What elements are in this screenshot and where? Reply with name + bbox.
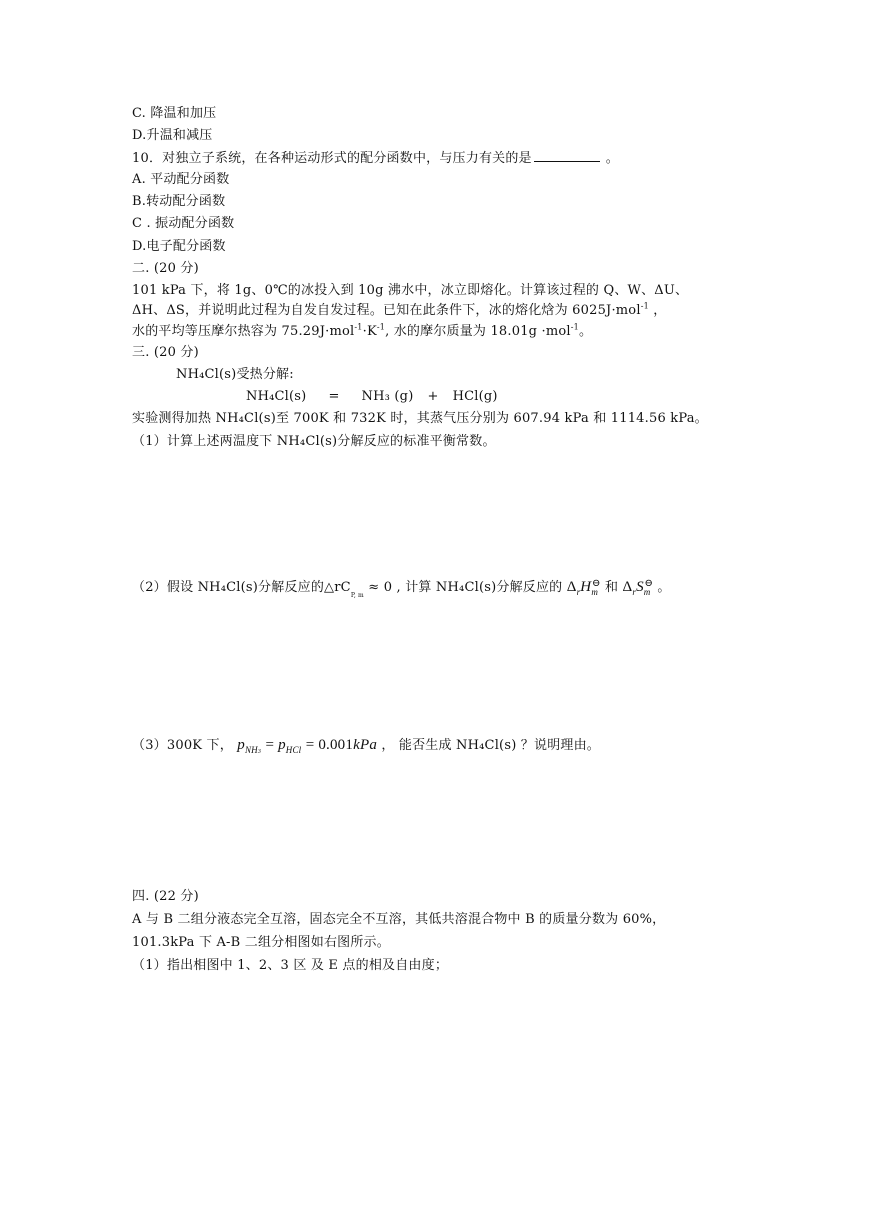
- answer-blank: [534, 149, 600, 162]
- and-word: 和: [604, 580, 619, 595]
- section-2-heading: 二. (20 分): [132, 261, 199, 276]
- question-10-option-b: B.转动配分函数: [132, 194, 226, 209]
- section-3-heading: 三. (20 分): [132, 345, 199, 360]
- question-2-text-b: ≈ 0 , 计算 NH₄Cl(s)分解反应的: [368, 580, 563, 595]
- exponent: -1: [640, 301, 649, 311]
- equation-reactant: NH₄Cl(s): [246, 389, 307, 404]
- section-3-experiment: 实验测得加热 NH₄Cl(s)至 700K 和 732K 时，其蒸气压分别为 607.94 kPa 和 1114.56 kPa。: [132, 411, 708, 426]
- equation-product-hcl: HCl(g): [452, 389, 498, 404]
- section-3-question-1: （1）计算上述两温度下 NH₄Cl(s)分解反应的标准平衡常数。: [132, 434, 496, 449]
- section-2-line-3-text-b: ·K: [362, 324, 377, 339]
- exponent: -1: [354, 322, 363, 332]
- section-2-paragraph-line-2: [132, 302, 666, 320]
- question-10-text: 10．对独立子系统，在各种运动形式的配分函数中，与压力有关的是: [132, 151, 532, 166]
- section-2-line-3-text-a: 水的平均等压摩尔热容为 75.29J·mol: [132, 324, 355, 339]
- section-3-question-2: [132, 578, 671, 599]
- question-10-option-c: C . 振动配分函数: [132, 216, 235, 231]
- equation-product-nh3: NH₃ (g): [361, 389, 414, 404]
- question-2-text-a: （2）假设 NH₄Cl(s)分解反应的△rC: [132, 580, 351, 595]
- equation-plus: +: [427, 389, 439, 404]
- question-2-end: 。: [657, 580, 671, 595]
- option-d-heat-depressurize: D.升温和减压: [132, 128, 213, 143]
- section-4-paragraph-line-2: 101.3kPa 下 A-B 二组分相图如右图所示。: [132, 935, 390, 950]
- section-2-line-3-text-c: , 水的摩尔质量为 18.01g ·mol: [385, 324, 571, 339]
- question-10: [132, 149, 619, 168]
- section-2-line-2-end: ，: [648, 303, 667, 318]
- section-2-line-2-text: ΔH、ΔS，并说明此过程为自发自发过程。已知在此条件下，冰的熔化焓为 6025J·mol: [132, 303, 641, 318]
- question-10-option-d: D.电子配分函数: [132, 239, 226, 254]
- question-10-end: 。: [605, 151, 619, 166]
- section-3-intro: NH₄Cl(s)受热分解:: [176, 367, 294, 382]
- section-3-question-3: [132, 736, 600, 757]
- section-4-heading: 四. (22 分): [132, 889, 199, 904]
- delta-s-symbol: $\Delta_rS_m^⊖$: [622, 578, 654, 597]
- section-4-paragraph-line-1: A 与 B 二组分液态完全互溶，固态完全不互溶，其低共溶混合物中 B 的质量分数为 60%，: [132, 912, 666, 927]
- question-3-text-a: （3）300K 下，: [132, 738, 233, 753]
- delta-h-symbol: $\Delta_rH_m^⊖$: [566, 578, 601, 597]
- section-2-line-3-end: 。: [578, 324, 593, 339]
- section-2-paragraph-line-3: [132, 323, 592, 341]
- question-3-text-b: ， 能否生成 NH₄Cl(s) ？说明理由。: [381, 738, 600, 753]
- question-10-option-a: A. 平动配分函数: [132, 172, 230, 187]
- partial-pressure-equation: $p_{NH3} = p_{HCl} = 0.001kPa$: [237, 737, 378, 755]
- reaction-equation: [246, 388, 498, 406]
- exponent: -1: [376, 322, 386, 332]
- section-4-question-1: （1）指出相图中 1、2、3 区 及 E 点的相及自由度；: [132, 958, 449, 973]
- section-2-paragraph-line-1: 101 kPa 下，将 1g、0℃的冰投入到 10g 沸水中，冰立即熔化。计算该过程的 Q、W、ΔU、: [132, 283, 689, 298]
- option-c-cool-pressurize: C. 降温和加压: [132, 106, 217, 121]
- heat-capacity-subscript: P, m: [350, 592, 364, 599]
- equation-equals: =: [328, 389, 340, 404]
- exponent: -1: [570, 322, 579, 332]
